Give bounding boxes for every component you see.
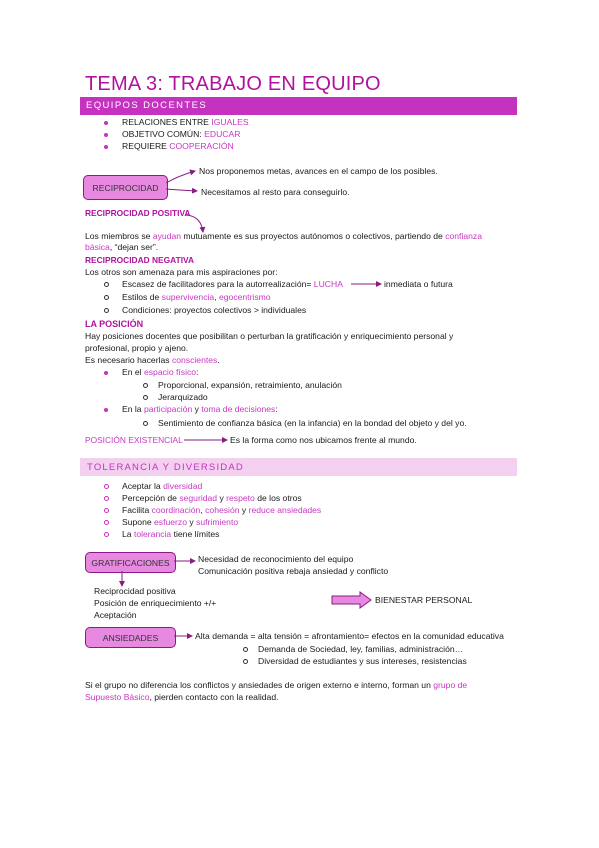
posicion-line-3: Es necesario hacerlas conscientes. xyxy=(85,355,220,365)
reciprocidad-box: RECIPROCIDAD xyxy=(83,175,168,200)
posicion-participacion-sub-1: Sentimiento de confianza básica (en la infancia) en la bondad del objeto y del yo. xyxy=(158,418,467,428)
posicion-bullet-participacion: En la participación y toma de decisiones: xyxy=(122,404,278,414)
gratificaciones-right-2: Comunicación positiva rebaja ansiedad y conflicto xyxy=(198,566,389,576)
reciprocidad-positiva-line-2: básica, “dejan ser”. xyxy=(85,242,159,252)
ansiedades-box: ANSIEDADES xyxy=(85,627,176,648)
section-heading: TOLERANCIA Y DIVERSIDAD xyxy=(87,462,244,473)
reciprocidad-negativa-heading: RECIPROCIDAD NEGATIVA xyxy=(85,255,195,265)
posicion-existencial-text: Es la forma como nos ubicamos frente al mundo. xyxy=(230,435,417,445)
arrow-reciprocidad-up xyxy=(166,171,195,183)
negativa-item-2: Estilos de supervivencia, egocentrismo xyxy=(122,292,271,302)
posicion-existencial-label: POSICIÓN EXISTENCIAL xyxy=(85,435,183,445)
posicion-heading: LA POSICIÓN xyxy=(85,319,144,329)
bullet-relaciones: RELACIONES ENTRE IGUALES xyxy=(122,117,249,127)
block-arrow-bienestar xyxy=(332,592,371,608)
negativa-item-1-tail: inmediata o futura xyxy=(384,279,453,289)
tolerancia-item-b: Percepción de seguridad y respeto de los otros xyxy=(122,493,302,503)
tolerancia-item-e: La tolerancia tiene límites xyxy=(122,529,220,539)
posicion-line-1: Hay posiciones docentes que posibilitan o perturban la gratificación y enriquecimiento personal y xyxy=(85,331,454,341)
tolerancia-item-c: Facilita coordinación, cohesión y reduce ansiedades xyxy=(122,505,322,515)
bullet-requiere: REQUIERE COOPERACIÓN xyxy=(122,141,234,151)
gratificaciones-right-1: Necesidad de reconocimiento del equipo xyxy=(198,554,354,564)
ansiedades-text: Alta demanda = alta tensión = afrontamiento= efectos en la comunidad educativa xyxy=(195,631,504,641)
section-heading: EQUIPOS DOCENTES xyxy=(86,100,208,111)
gratificaciones-list-3: Aceptación xyxy=(94,610,137,620)
arrow-reciprocidad-down xyxy=(166,189,197,191)
posicion-bullet-espacio: En el espacio físico: xyxy=(122,367,199,377)
reciprocidad-branch-2: Necesitamos al resto para conseguirlo. xyxy=(201,187,350,197)
bullet-objetivo: OBJETIVO COMÚN: EDUCAR xyxy=(122,129,241,139)
reciprocidad-negativa-text: Los otros son amenaza para mis aspiraciones por: xyxy=(85,267,278,277)
negativa-item-3: Condiciones: proyectos colectivos > individuales xyxy=(122,305,307,315)
negativa-item-1: Escasez de facilitadores para la autorrealización= LUCHA xyxy=(122,279,343,289)
reciprocidad-positiva-line-1: Los miembros se ayudan mutuamente es sus proyectos autónomos o colectivos, partiendo de confianza xyxy=(85,231,482,241)
posicion-line-2: profesional, propio y ajeno. xyxy=(85,343,189,353)
tolerancia-item-d: Supone esfuerzo y sufrimiento xyxy=(122,517,239,527)
gratificaciones-list-2: Posición de enriquecimiento +/+ xyxy=(94,598,217,608)
reciprocidad-positiva-heading: RECIPROCIDAD POSITIVA xyxy=(85,208,191,218)
ansiedades-sub-2: Diversidad de estudiantes y sus intereses, resistencias xyxy=(258,656,467,666)
posicion-espacio-sub-2: Jerarquizado xyxy=(158,392,208,402)
page-title: TEMA 3: TRABAJO EN EQUIPO xyxy=(85,73,381,95)
posicion-espacio-sub-1: Proporcional, expansión, retraimiento, anulación xyxy=(158,380,342,390)
arrow-positiva xyxy=(186,215,203,232)
bienestar-personal-label: BIENESTAR PERSONAL xyxy=(375,595,473,605)
tolerancia-item-a: Aceptar la diversidad xyxy=(122,481,203,491)
reciprocidad-branch-1: Nos proponemos metas, avances en el campo de los posibles. xyxy=(199,166,438,176)
gratificaciones-list-1: Reciprocidad positiva xyxy=(94,586,176,596)
final-line-2: Supuesto Básico, pierden contacto con la realidad. xyxy=(85,692,279,702)
ansiedades-sub-1: Demanda de Sociedad, ley, familias, administración… xyxy=(258,644,464,654)
final-line-1: Si el grupo no diferencia los conflictos y ansiedades de origen externo e interno, forman un grupo de xyxy=(85,680,468,690)
gratificaciones-box: GRATIFICACIONES xyxy=(85,552,176,573)
